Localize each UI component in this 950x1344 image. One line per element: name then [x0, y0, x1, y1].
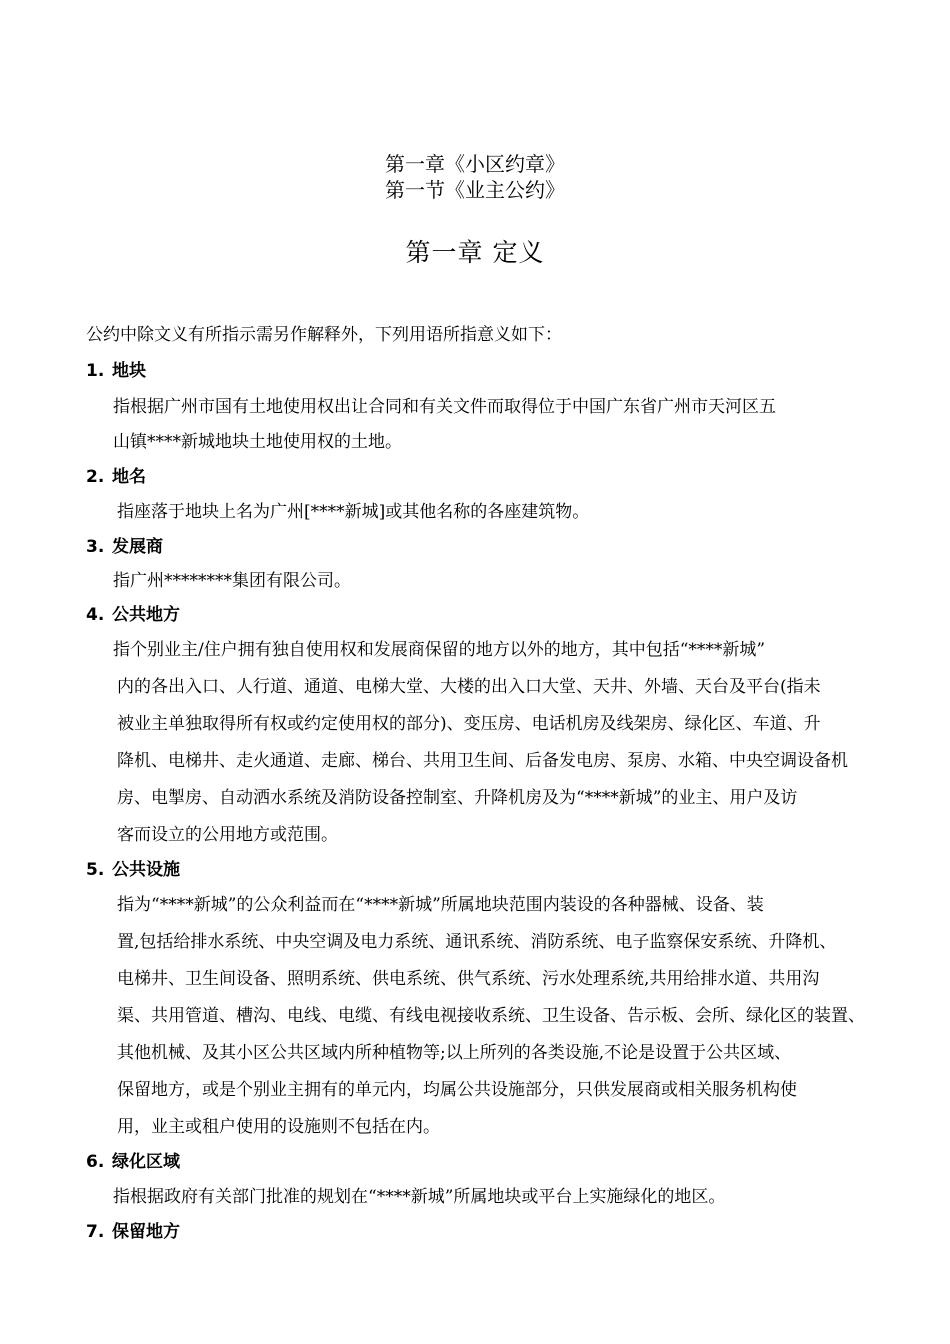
term-1-line-1: 指根据广州市国有土地使用权出让合同和有关文件而取得位于中国广东省广州市天河区五 [113, 397, 776, 417]
term-heading-7 [86, 1221, 180, 1243]
term-heading-6 [86, 1151, 180, 1173]
term-1-line-2: 山镇****新城地块土地使用权的土地。 [113, 432, 402, 452]
heading-chapter-title: 第一章《小区约章》 [385, 152, 565, 176]
term-heading-3 [86, 536, 163, 558]
term-title: 公共地方 [112, 605, 180, 625]
term-title: 发展商 [112, 537, 163, 557]
term-5-line-1: 指为“****新城”的公众利益而在“****新城”所属地块范围内装设的各种器械、设备、装 [117, 895, 764, 915]
term-4-line-2: 内的各出入口、人行道、通道、电梯大堂、大楼的出入口大堂、天井、外墙、天台及平台(指未 [117, 677, 821, 697]
term-title: 保留地方 [112, 1222, 180, 1242]
heading-section-title: 第一节《业主公约》 [385, 178, 565, 202]
term-title: 地名 [112, 467, 146, 487]
term-2-line-1: 指座落于地块上名为广州[****新城]或其他名称的各座建筑物。 [117, 502, 590, 522]
term-title: 绿化区域 [112, 1152, 180, 1172]
term-number: 4. [86, 605, 105, 625]
term-3-line-1: 指广州********集团有限公司。 [113, 571, 351, 591]
term-5-line-5: 其他机械、及其小区公共区域内所种植物等;以上所列的各类设施,不论是设置于公共区域、 [117, 1043, 792, 1063]
term-4-line-4: 降机、电梯井、走火通道、走廊、梯台、共用卫生间、后备发电房、泵房、水箱、中央空调设备机 [117, 751, 848, 771]
term-heading-4 [86, 604, 180, 626]
term-number: 1. [86, 361, 105, 381]
term-number: 7. [86, 1222, 105, 1242]
term-number: 5. [86, 860, 105, 880]
term-number: 2. [86, 467, 105, 487]
term-4-line-1: 指个别业主/住户拥有独自使用权和发展商保留的地方以外的地方，其中包括“****新城” [113, 640, 766, 660]
term-4-line-5: 房、电掣房、自动洒水系统及消防设备控制室、升降机房及为“****新城”的业主、用户及访 [117, 788, 798, 808]
term-4-line-6: 客而设立的公用地方或范围。 [117, 825, 338, 845]
term-title: 公共设施 [112, 860, 180, 880]
term-heading-1 [86, 360, 146, 382]
term-heading-2 [86, 466, 146, 488]
term-5-line-2: 置,包括给排水系统、中央空调及电力系统、通讯系统、消防系统、电子监察保安系统、升降机、 [117, 932, 837, 952]
term-title: 地块 [112, 361, 146, 381]
term-6-line-1: 指根据政府有关部门批准的规划在“****新城”所属地块或平台上实施绿化的地区。 [113, 1187, 726, 1207]
chapter-heading: 第一章 定义 [405, 238, 545, 267]
term-number: 6. [86, 1152, 105, 1172]
term-5-line-4: 渠、共用管道、槽沟、电线、电缆、有线电视接收系统、卫生设备、告示板、会所、绿化区的装置、 [117, 1006, 865, 1026]
term-4-line-3: 被业主单独取得所有权或约定使用权的部分)、变压房、电话机房及线架房、绿化区、车道、升 [117, 714, 821, 734]
term-5-line-3: 电梯井、卫生间设备、照明系统、供电系统、供气系统、污水处理系统,共用给排水道、共用沟 [117, 969, 820, 989]
intro-paragraph: 公约中除文义有所指示需另作解释外，下列用语所指意义如下： [86, 325, 562, 345]
term-5-line-7: 用，业主或租户使用的设施则不包括在内。 [117, 1117, 440, 1137]
term-5-line-6: 保留地方，或是个别业主拥有的单元内，均属公共设施部分，只供发展商或相关服务机构使 [117, 1080, 797, 1100]
term-heading-5 [86, 859, 180, 881]
term-number: 3. [86, 537, 105, 557]
